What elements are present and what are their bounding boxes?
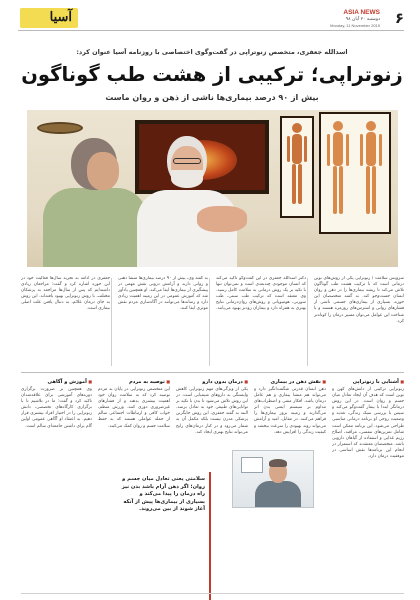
article-headline: زنوتراپی؛ ترکیبی از هشت طب گوناگون [21, 63, 403, 86]
inset-photo [232, 450, 314, 508]
photo-interviewee [137, 136, 237, 267]
logo-text: آسیا [49, 10, 72, 25]
pull-quote [117, 472, 211, 600]
lower-column-5-text: وی همچنین بر ضرورت برگزاری دوره‌های آموزشی برای علاقه‌مندان تاکید کرد و گفت: ما در تلاشیم تا با برگزاری کارگاه‌های تخصصی، دانش زنوتراپی را در اختیار افراد بیشتری قرار دهیم. به اعتقاد او آگاهی عمومی اولین گام برای داشتن جامعه‌ای سالم است. [21, 387, 92, 429]
masthead [18, 8, 404, 30]
photo-wall-mirror [37, 122, 83, 134]
issue-info [330, 9, 380, 28]
photo-interviewer [41, 138, 149, 267]
column-divider [209, 278, 210, 366]
lower-column-1-subtitle: ■ آشنایی با زنوتراپی [332, 378, 404, 386]
lower-column-2-text: ذهن انسان قدرتی شگفت‌انگیز دارد و می‌تواند هم منشا بیماری و هم عامل درمان باشد. افکار منفی و اضطراب‌های مداوم بر سیستم ایمنی بدن اثر می‌گذارند و زمینه بروز بیماری‌ها را فراهم می‌کنند. در مقابل، امید و آرامش می‌تواند روند بهبودی را سرعت ببخشد و کیفیت زندگی را افزایش دهد. [254, 387, 326, 435]
lower-column-5 [21, 376, 92, 590]
article-lower-columns [21, 376, 404, 590]
photo-whiteboard [241, 457, 263, 473]
photo-speaker-body [255, 481, 301, 508]
pull-quote-text: سلامتی یعنی تعادل میان جسم و روان؛ اگر ذهن آرام باشد بدن نیز راه درمان را پیدا می‌کند و بسیاری از بیماری‌ها پیش از آنکه آغاز شوند از بین می‌روند. [121, 476, 205, 513]
lower-column-1-text: زنوتراپی ترکیبی از دانش‌های کهن و نوین است که هدف آن ایجاد تعادل میان جسم و روان است. در این روش درمانگر ابتدا با بیمار گفت‌وگو می‌کند و سپس با بررسی سبک زندگی، تغذیه و وضعیت روحی او برنامه درمانی مناسبی طراحی می‌شود. این برنامه ممکن است شامل تمرین‌های تنفسی، مراقبه، اصلاح رژیم غذایی و استفاده از گیاهان دارویی باشد. متخصصان معتقدند که استمرار در انجام این برنامه‌ها نقش اساسی در موفقیت درمان دارد. [332, 387, 404, 460]
main-photo [27, 110, 398, 267]
lower-column-4-text: این متخصص زنوتراپی در پایان به مردم توصیه کرد که به سلامت روان خود اهمیت بیشتری بدهند و از فشارهای غیرضروری دوری کنند. ورزش منظم، خواب کافی و ارتباطات اجتماعی سالم از جمله عواملی هستند که به حفظ سلامت جسم و روان کمک می‌کنند. [98, 387, 170, 429]
photo-anatomy-chart-large [319, 112, 391, 234]
skeleton-figures-icon [321, 114, 389, 232]
lower-column-1 [332, 376, 404, 590]
lower-column-3-subtitle: ■ درمان بدون دارو [176, 378, 248, 386]
pull-quote-bar [209, 472, 211, 600]
masthead-divider [18, 30, 404, 31]
photo-anatomy-chart-small [280, 116, 314, 218]
lower-column-4-subtitle: ■ توصیه به مردم [98, 378, 170, 386]
upper-column-2-text: دکتر اسدالله جعفری در این گفت‌وگو تاکید می‌کند که انسان موجودی چندبعدی است و نمی‌توان تنها با تکیه بر یک روش درمانی به سلامت کامل رسید. وی معتقد است که ترکیب طب سنتی، طب سوزنی، هومیوپاتی و روش‌های روان‌درمانی نتایج بهتری به همراه دارد و بیماران زودتر بهبود می‌یابند. [216, 276, 306, 312]
column-divider [111, 278, 112, 366]
section-divider [21, 372, 404, 373]
paper-name-en: ASIA NEWS [343, 9, 380, 16]
page-bottom-rule [21, 593, 404, 594]
issue-date-en: Monday, 11 November 2019 [330, 23, 380, 28]
upper-column-3-text: به گفته وی، بیش از ۹۰ درصد بیماری‌ها منشا ذهنی و روانی دارند و آرامش درونی نقش مهمی در پیشگیری از بیماری‌ها ایفا می‌کند. او همچنین یادآور شد که آموزش عمومی در این زمینه اهمیت زیادی دارد و رسانه‌ها می‌توانند در آگاه‌سازی مردم نقش موثری ایفا کنند. [118, 276, 208, 312]
upper-column-2 [216, 276, 306, 368]
lower-column-5-subtitle: ■ آموزش و آگاهی [21, 378, 92, 386]
upper-column-3 [118, 276, 208, 368]
article-upper-columns [21, 276, 404, 368]
lower-column-4 [98, 376, 170, 470]
issue-date-fa: دوشنبه ۲۰ آبان ۹۸ [345, 17, 380, 22]
upper-column-4-text: جعفری در ادامه به تجربه سال‌ها فعالیت خود در این حوزه اشاره کرد و گفت: مراجعان زیادی داشته‌ایم که پس از سال‌ها مراجعه به پزشکان مختلف، با روش زنوتراپی بهبود یافته‌اند. این روش به جای درمان علائم، به دنبال یافتن علت اصلی بیماری است. [21, 276, 110, 312]
newspaper-logo[interactable] [20, 8, 78, 28]
page-number: ۶ [394, 9, 404, 27]
article-kicker: اسدالله جعفری، متخصص زنوتراپی در گفت‌وگوی اختصاصی با روزنامه آسیا عنوان کرد: [76, 48, 348, 56]
photo-speaker-hair [269, 459, 287, 467]
anatomy-figure-icon [282, 118, 312, 216]
upper-column-1-text: سرویس سلامت / زنوتراپی یکی از روش‌های نوین درمانی است که با ترکیب هشت طب گوناگون تلاش می‌کند تا ریشه بیماری‌ها را در ذهن و روان انسان جست‌وجو کند. به گفته متخصصان این حوزه، بسیاری از بیماری‌های جسمی ناشی از فشارهای روانی و استرس‌های روزمره هستند و با شناخت این عوامل می‌توان مسیر درمان را کوتاه‌تر کرد. [314, 276, 404, 324]
article-subhead: بیش از ۹۰ درصد بیماری‌ها ناشی از ذهن و روان ماست [105, 93, 319, 102]
lower-column-3-text: یکی از ویژگی‌های مهم زنوتراپی کاهش وابستگی به داروهای شیمیایی است. در این روش تلاش می‌شود تا بدن با تکیه بر توانایی‌های طبیعی خود به تعادل برسد. البته به گفته جعفری، این روش جایگزین پزشکی مدرن نیست بلکه مکمل آن به شمار می‌رود و در کنار درمان‌های رایج می‌تواند نتایج بهتری ایجاد کند. [176, 387, 248, 435]
upper-column-1 [314, 276, 404, 368]
upper-column-4 [21, 276, 110, 368]
lower-column-2-subtitle: ■ نقش ذهن در بیماری [254, 378, 326, 386]
column-divider [307, 278, 308, 366]
